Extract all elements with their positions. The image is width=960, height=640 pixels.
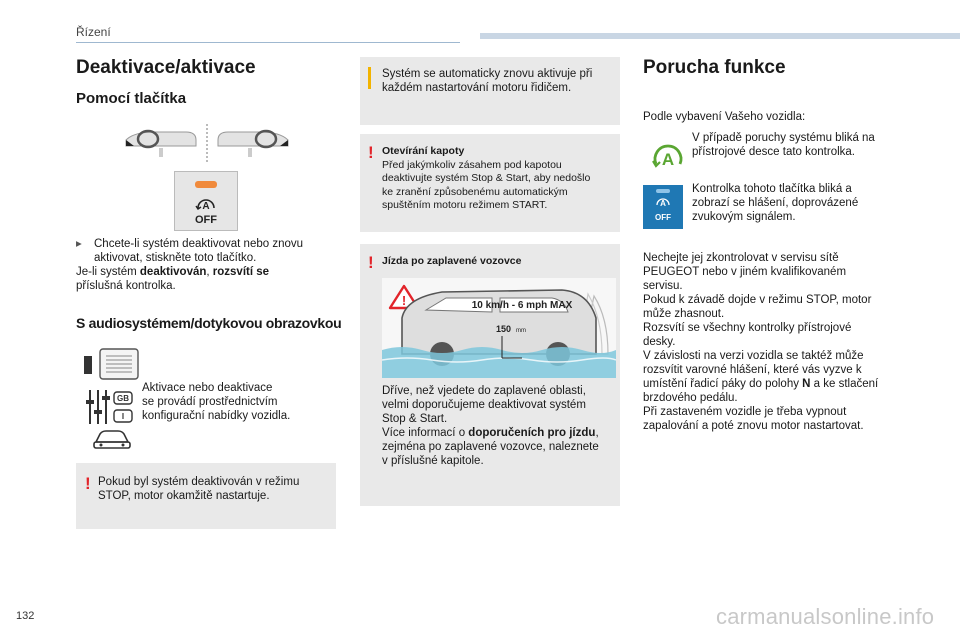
header-accent-bar	[480, 33, 960, 39]
warning-box-restart: ! Pokud byl systém deaktivován v režimu STOP, motor okamžitě nastartuje.	[76, 463, 336, 529]
flooded-road-illustration	[382, 278, 616, 378]
audio-heading: S audiosystémem/dotykovou obrazovkou	[76, 315, 342, 331]
svg-text:mm: mm	[516, 328, 526, 334]
svg-text:A: A	[661, 150, 675, 169]
warning-exclamation-icon: !	[368, 143, 374, 162]
svg-text:150: 150	[496, 324, 512, 334]
svg-text:A: A	[202, 201, 210, 212]
info-box-auto-reactivation: Systém se automaticky znovu aktivuje při každém nastartování motoru řidičem.	[360, 57, 620, 125]
button-instructions: ▸ Chcete-li systém deaktivovat nebo znovu aktivovat, stiskněte toto tlačítko. Je-li systém deaktivován, rozsvítí se příslušná kontrolka.	[76, 238, 304, 292]
left-title: Deaktivace/aktivace	[76, 57, 256, 78]
stop-start-fault-lamp-icon	[651, 140, 685, 172]
off-label: OFF	[655, 213, 671, 222]
warning-exclamation-icon: !	[368, 253, 374, 272]
info-marker-icon	[368, 67, 371, 89]
svg-text:!: !	[401, 293, 407, 308]
page-number: 132	[16, 610, 35, 622]
auto-stop-a-icon	[195, 194, 217, 214]
svg-text:I: I	[121, 412, 125, 421]
flood-title: Jízda po zaplavené vozovce	[382, 255, 522, 267]
button-lamp-description: Kontrolka tohoto tlačítka bliká a zobrazí se hlášení, doprovázené zvukovým signálem.	[692, 183, 859, 223]
svg-text:GB: GB	[117, 394, 129, 403]
button-heading: Pomocí tlačítka	[76, 90, 187, 107]
fault-instructions: Nechejte jej zkontrolovat v servisu sítě PEUGEOT nebo v jiném kvalifikovaném servisu. Pokud k závadě dojde v režimu STOP, motor může zhasnout. Rozsvítí se všechny kontrolky přístrojové desky. V závislosti na verzi vozidla se taktéž může rozsvítit varovné hlášení, které vás vyzve k umístění řadicí páky do polohy N a ke stlačení brzdového pedálu. Při zastaveném vozidle je třeba vypnout zapalování a poté znovu motor nastartovat.	[643, 252, 879, 432]
right-title: Porucha funkce	[643, 57, 786, 78]
header-rule	[76, 42, 460, 43]
steering-wheels-illustration	[124, 124, 290, 164]
button-led	[195, 181, 217, 188]
svg-text:A: A	[660, 199, 666, 208]
section-label: Řízení	[76, 25, 111, 39]
auto-stop-a-icon	[655, 195, 671, 209]
watermark: carmanualsonline.info	[716, 604, 935, 629]
warning-box-hood: ! Otevírání kapoty Před jakýmkoliv zásahem pod kapotou deaktivujte systém Stop & Start, aby nedošlo ke zranění způsobenému automatickým spuštěním motoru režimem START.	[360, 134, 620, 232]
screen-icon	[84, 356, 92, 374]
stop-start-off-button-lit	[643, 185, 683, 229]
audio-config-icons	[80, 346, 142, 454]
audio-instructions: Aktivace nebo deaktivace se provádí prostřednictvím konfigurační nabídky vozidla.	[142, 382, 291, 422]
off-label: OFF	[195, 214, 217, 226]
lamp-description: V případě poruchy systému bliká na přístrojové desce tato kontrolka.	[692, 132, 875, 158]
warning-box-flooded-road: ! Jízda po zaplavené vozovce ! 10 km/h - 6 mph MAX 150 mm Dříve, než vjedete do zaplavené oblasti, velmi doporučujeme deaktivovat systém Stop & Start. Více informací o doporučeních pro jízdu, zejména po zaplavené vozovce, naleznete v příslušné kapitole.	[360, 244, 620, 506]
bullet-arrow-icon: ▸	[76, 238, 82, 250]
right-intro: Podle vybavení Vašeho vozidla:	[643, 111, 806, 123]
stop-start-off-button[interactable]	[174, 171, 238, 231]
warning-exclamation-icon: !	[85, 474, 91, 493]
svg-text:10 km/h - 6 mph MAX: 10 km/h - 6 mph MAX	[471, 300, 573, 311]
